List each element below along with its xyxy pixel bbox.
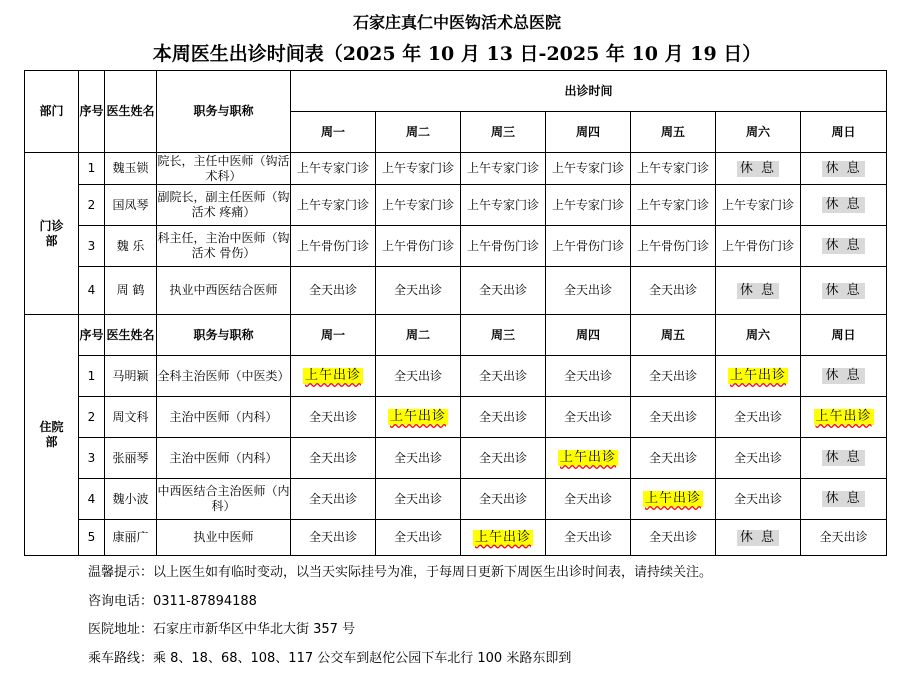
doctor-name: 周 鹤: [105, 267, 157, 315]
schedule-table: [24, 70, 887, 556]
doctor-name: 周文科: [105, 397, 157, 438]
schedule-cell: 全天出诊: [376, 267, 461, 315]
schedule-cell: 上午专家门诊: [461, 185, 546, 226]
row-number: 2: [79, 185, 105, 226]
route-text: 乘车路线：乘 8、18、68、108、117 公交车到赵佗公园下车北行 100 米路东即到: [88, 650, 572, 666]
table-row: [25, 356, 887, 397]
header-doctor-name: 医生姓名: [105, 71, 157, 153]
doctor-name: 马明颖: [105, 356, 157, 397]
schedule-cell: 全天出诊: [376, 356, 461, 397]
schedule-cell: [376, 397, 461, 438]
schedule-cell: [716, 153, 801, 185]
schedule-title: 本周医生出诊时间表（2025 年 10 月 13 日-2025 年 10 月 19 日）: [152, 43, 762, 65]
department-label: 住院部: [39, 420, 64, 449]
doctor-title: 院长，主任中医师（钩活术科）: [157, 153, 290, 183]
schedule-cell: 上午专家门诊: [376, 153, 461, 185]
schedule-cell: 全天出诊: [461, 267, 546, 315]
schedule-cell: [801, 356, 887, 397]
header-day: 周二: [376, 315, 461, 356]
morning-highlight: 上午出诊: [559, 450, 616, 465]
footer-notes: [88, 563, 712, 677]
doctor-name: 张丽琴: [105, 438, 157, 479]
header-day: 周二: [376, 112, 461, 153]
header-day: 周一: [291, 112, 376, 153]
header-day: 周日: [801, 112, 887, 153]
morning-highlight: 上午出诊: [729, 368, 786, 383]
schedule-cell: 全天出诊: [631, 438, 716, 479]
header-day: 周三: [461, 112, 546, 153]
doctor-title: 副院长，副主任医师（钩活术 疼痛）: [157, 185, 291, 226]
schedule-cell: [801, 226, 887, 267]
doctor-name: 魏 乐: [105, 226, 157, 267]
header-number: 序号: [79, 71, 105, 153]
header-day: 周五: [631, 315, 716, 356]
morning-highlight: 上午出诊: [644, 491, 701, 506]
header-day: 周四: [546, 112, 631, 153]
row-number: 3: [79, 438, 105, 479]
schedule-cell: 全天出诊: [291, 520, 376, 556]
doctor-title: 主治中医师（内科）: [157, 397, 291, 438]
schedule-cell: 上午骨伤门诊: [631, 226, 716, 267]
header-day: 周五: [631, 112, 716, 153]
header-position: 职务与职称: [157, 71, 291, 153]
schedule-cell: 全天出诊: [631, 520, 716, 556]
schedule-cell: 全天出诊: [291, 397, 376, 438]
schedule-cell: 上午骨伤门诊: [716, 226, 801, 267]
rest-label: 休 息: [822, 283, 864, 299]
row-number: 5: [79, 520, 105, 556]
schedule-cell: 上午专家门诊: [376, 185, 461, 226]
header-department: 部门: [25, 71, 79, 153]
schedule-cell: 上午专家门诊: [291, 185, 376, 226]
rest-label: 休 息: [822, 450, 864, 466]
doctor-name: 康丽广: [105, 520, 157, 556]
row-number: 4: [79, 267, 105, 315]
schedule-cell: 全天出诊: [291, 267, 376, 315]
table-row: [25, 153, 887, 185]
row-number: 3: [79, 226, 105, 267]
schedule-cell: 上午专家门诊: [461, 153, 546, 185]
doctor-name: 魏玉锁: [105, 153, 157, 185]
department-label: 门诊部: [39, 218, 64, 248]
header-doctor-name: 医生姓名: [105, 315, 157, 356]
morning-highlight: 上午出诊: [304, 368, 361, 383]
table-row: [25, 397, 887, 438]
schedule-cell: 上午专家门诊: [716, 185, 801, 226]
schedule-cell: [801, 438, 887, 479]
header-clinic-time: 出诊时间: [291, 71, 887, 112]
header-day: 周六: [716, 315, 801, 356]
schedule-cell: 上午专家门诊: [546, 185, 631, 226]
morning-highlight: 上午出诊: [474, 529, 531, 545]
schedule-cell: 全天出诊: [291, 438, 376, 479]
schedule-cell: [716, 356, 801, 397]
schedule-cell: 全天出诊: [546, 267, 631, 315]
table-row: [25, 438, 887, 479]
schedule-cell: 全天出诊: [801, 520, 887, 556]
rest-label: 休 息: [822, 238, 864, 254]
row-number: 4: [79, 479, 105, 520]
header-day: 周四: [546, 315, 631, 356]
schedule-cell: 全天出诊: [376, 479, 461, 520]
doctor-title: 科主任，主治中医师（钩活术 骨伤）: [157, 226, 291, 267]
morning-highlight: 上午出诊: [815, 409, 872, 424]
doctor-name: 国凤琴: [105, 185, 157, 226]
doctor-title: 执业中西医结合医师: [157, 267, 291, 315]
schedule-cell: 全天出诊: [716, 397, 801, 438]
schedule-cell: 全天出诊: [461, 397, 546, 438]
morning-highlight: 上午出诊: [389, 409, 446, 424]
reminder-text: 温馨提示：以上医生如有临时变动，以当天实际挂号为准，于每周日更新下周医生出诊时间表，请持续关注。: [88, 565, 713, 580]
schedule-cell: [801, 267, 887, 315]
schedule-cell: [631, 479, 716, 520]
header-row-inpatient: [25, 315, 887, 356]
doctor-title: 全科主治医师（中医类）: [157, 356, 291, 397]
doctor-title: 主治中医师（内科）: [157, 438, 291, 479]
schedule-cell: [801, 153, 887, 185]
header-number: 序号: [79, 315, 105, 356]
schedule-cell: [461, 520, 546, 556]
schedule-cell: 全天出诊: [631, 356, 716, 397]
doctor-title: 中西医结合主治医师（内科）: [157, 479, 291, 520]
schedule-cell: 全天出诊: [716, 438, 801, 479]
department-outpatient: [25, 153, 79, 315]
rest-label: 休 息: [822, 161, 864, 177]
schedule-cell: 上午骨伤门诊: [546, 226, 631, 267]
address-text: 医院地址：石家庄市新华区中华北大街 357 号: [88, 622, 356, 637]
table-row: [25, 267, 887, 315]
schedule-cell: 全天出诊: [546, 397, 631, 438]
schedule-cell: 上午专家门诊: [546, 153, 631, 185]
schedule-cell: 上午骨伤门诊: [461, 226, 546, 267]
table-row: [25, 479, 887, 520]
header-day: 周六: [716, 112, 801, 153]
schedule-cell: 全天出诊: [461, 438, 546, 479]
schedule-cell: 全天出诊: [376, 438, 461, 479]
schedule-cell: 上午骨伤门诊: [291, 226, 376, 267]
rest-label: 休 息: [737, 530, 779, 546]
schedule-cell: [801, 479, 887, 520]
schedule-cell: 全天出诊: [376, 520, 461, 556]
table-row: [25, 226, 887, 267]
schedule-cell: [716, 267, 801, 315]
schedule-cell: 全天出诊: [291, 479, 376, 520]
schedule-cell: 上午专家门诊: [631, 185, 716, 226]
row-number: 1: [79, 356, 105, 397]
row-number: 2: [79, 397, 105, 438]
table-row: [25, 520, 887, 556]
schedule-cell: 全天出诊: [546, 520, 631, 556]
department-inpatient: [25, 315, 79, 556]
schedule-cell: 上午专家门诊: [291, 153, 376, 185]
schedule-cell: [801, 185, 887, 226]
doctor-title: 执业中医师: [157, 520, 291, 556]
table-row: [25, 185, 887, 226]
schedule-cell: 全天出诊: [716, 479, 801, 520]
schedule-cell: [546, 438, 631, 479]
hospital-name: 石家庄真仁中医钩活术总医院: [352, 13, 561, 32]
row-number: 1: [79, 153, 105, 185]
schedule-cell: [801, 397, 887, 438]
header-day: 周日: [801, 315, 887, 356]
rest-label: 休 息: [737, 161, 779, 177]
schedule-cell: 全天出诊: [461, 356, 546, 397]
rest-label: 休 息: [737, 283, 779, 299]
phone-text: 咨询电话：0311-87894188: [88, 593, 257, 609]
schedule-cell: 全天出诊: [461, 479, 546, 520]
schedule-cell: 上午专家门诊: [631, 153, 716, 185]
rest-label: 休 息: [822, 368, 864, 384]
rest-label: 休 息: [822, 197, 864, 213]
header-position: 职务与职称: [157, 315, 291, 356]
schedule-cell: 全天出诊: [546, 356, 631, 397]
header-row-top: [25, 71, 887, 112]
rest-label: 休 息: [822, 491, 864, 507]
schedule-cell: 全天出诊: [631, 267, 716, 315]
schedule-cell: 全天出诊: [631, 397, 716, 438]
schedule-cell: 全天出诊: [546, 479, 631, 520]
header-day: 周三: [461, 315, 546, 356]
schedule-cell: [291, 356, 376, 397]
schedule-cell: 上午骨伤门诊: [376, 226, 461, 267]
doctor-name: 魏小波: [105, 479, 157, 520]
schedule-cell: [716, 520, 801, 556]
header-day: 周一: [291, 315, 376, 356]
